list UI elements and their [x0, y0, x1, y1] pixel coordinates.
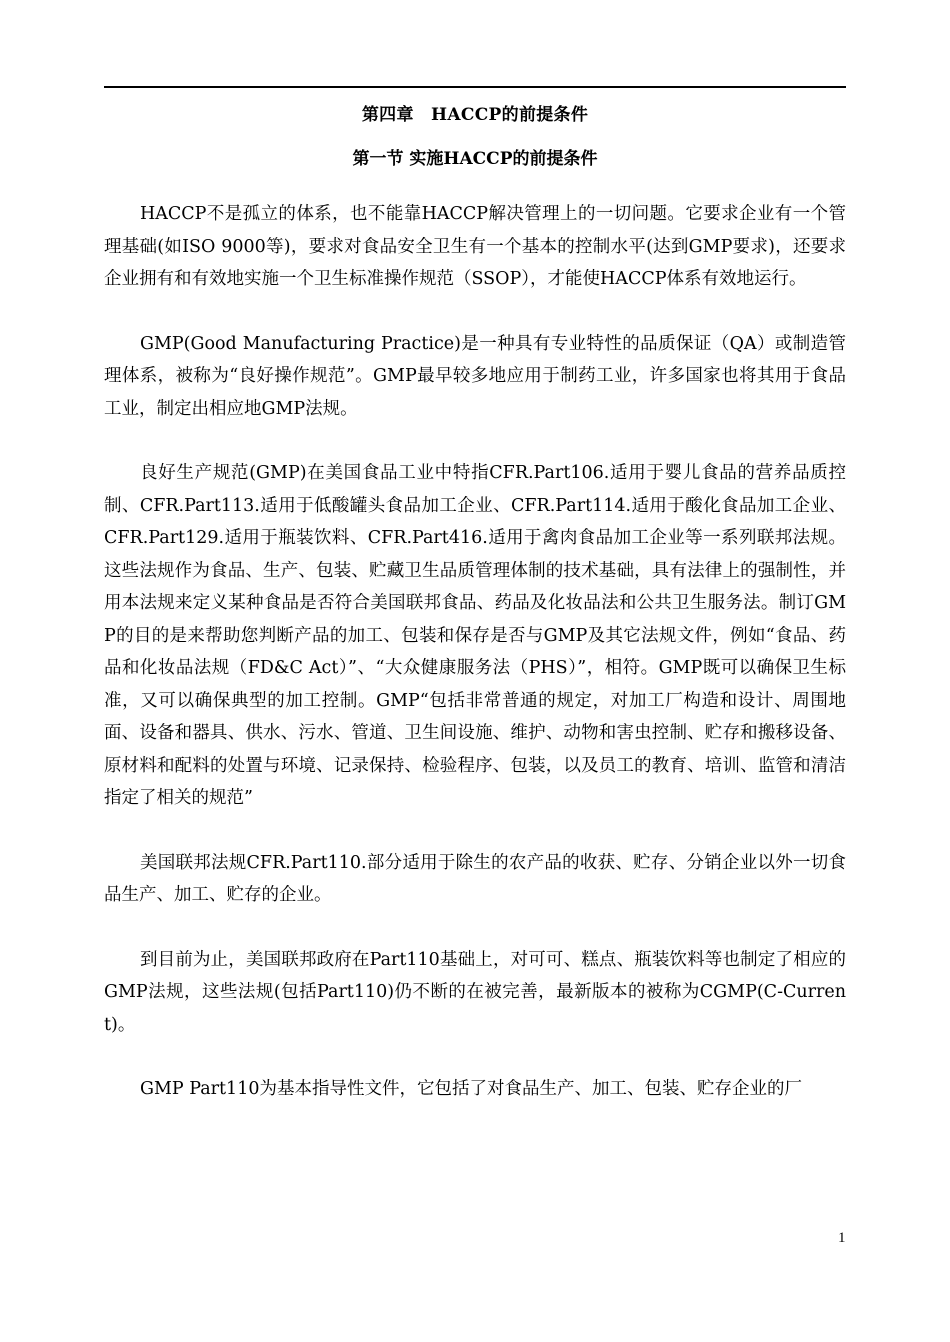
page-number: 1 — [838, 1230, 846, 1246]
paragraph-gmp-definition: GMP(Good Manufacturing Practice)是一种具有专业特性的品质保证（QA）或制造管理体系，被称为“良好操作规范”。GMP最早较多地应用于制药工业，许多国家也将其用于食品工业，制定出相应地GMP法规。 — [104, 333, 846, 419]
paragraph-gmp-us-regulations: 良好生产规范(GMP)在美国食品工业中特指CFR.Part106.适用于婴儿食品的营养品质控制、CFR.Part113.适用于低酸罐头食品加工企业、CFR.Part114.适用于酸化食品加工企业、CFR.Part129.适用于瓶装饮料、CFR.Part416.适用于禽肉食品加工企业等一系列联邦法规。这些法规作为食品、生产、包装、贮藏卫生品质管理体制的技术基础，具有法律上的强制性，并用本法规来定义某种食品是否符合美国联邦食品、药品及化妆品法和公共卫生服务法。制订GMP的目的是来帮助您判断产品的加工、包装和保存是否与GMP及其它法规文件，例如“食品、药品和化妆品法规（FD&C Act）”、“大众健康服务法（PHS）”，相符。GMP既可以确保卫生标准，又可以确保典型的加工控制。GMP“包括非常普通的规定，对加工厂构造和设计、周围地面、设备和器具、供水、污水、管道、卫生间设施、维护、动物和害虫控制、贮存和搬移设备、原材料和配料的处置与环境、记录保持、检验程序、包装，以及员工的教育、培训、监管和清洁指定了相关的规范” — [104, 463, 846, 808]
paragraph-gmp-part110: GMP Part110为基本指导性文件，它包括了对食品生产、加工、包装、贮存企业的厂 — [140, 1079, 802, 1099]
paragraph-cfr-part110: 美国联邦法规CFR.Part110.部分适用于除生的农产品的收获、贮存、分销企业以外一切食品生产、加工、贮存的企业。 — [104, 852, 846, 905]
header-rule — [104, 86, 846, 88]
paragraph-haccp-basis: HACCP不是孤立的体系，也不能靠HACCP解决管理上的一切问题。它要求企业有一个管理基础(如ISO 9000等)，要求对食品安全卫生有一个基本的控制水平(达到GMP要求)，还要求企业拥有和有效地实施一个卫生标准操作规范（SSOP），才能使HACCP体系有效地运行。 — [104, 204, 846, 289]
paragraph-cgmp: 到目前为止，美国联邦政府在Part110基础上，对可可、糕点、瓶装饮料等也制定了相应的GMP法规，这些法规(包括Part110)仍不断的在被完善，最新版本的被称为CGMP(C-Current)。 — [104, 949, 846, 1035]
chapter-title: 第四章 HACCP的前提条件 — [361, 105, 589, 125]
document-body — [104, 98, 846, 1106]
section-title: 第一节 实施HACCP的前提条件 — [352, 149, 598, 169]
